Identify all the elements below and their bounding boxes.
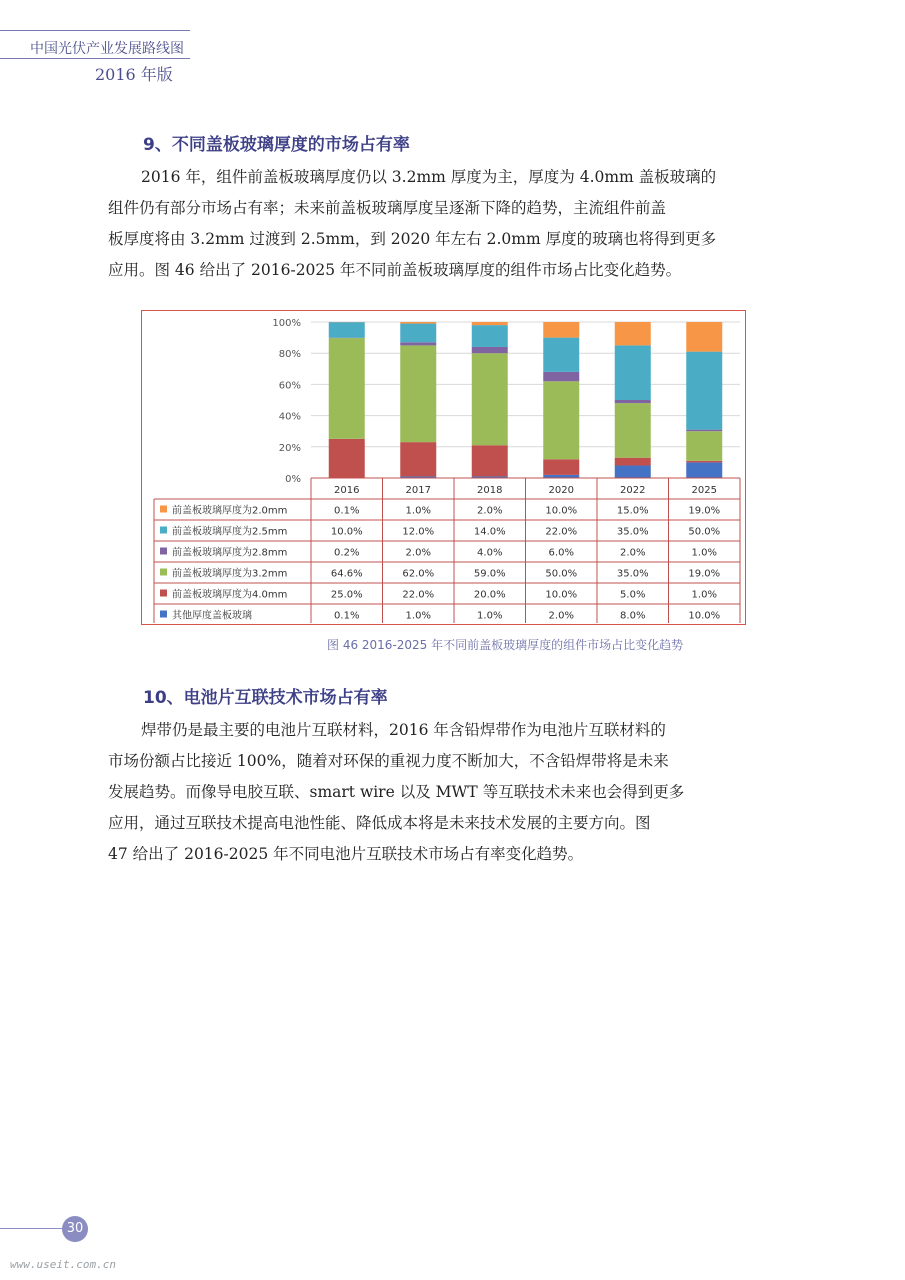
data-value-label: 2.0% <box>620 547 646 559</box>
bar-segment <box>615 345 651 400</box>
bar-segment <box>472 325 508 347</box>
y-tick-label: 100% <box>272 318 301 329</box>
data-value-label: 0.1% <box>334 610 360 622</box>
paragraph-line: 应用。图 46 给出了 2016-2025 年不同前盖板玻璃厚度的组件市场占比变化趋势。 <box>108 261 682 279</box>
paragraph-line: 焊带仍是最主要的电池片互联材料，2016 年含铅焊带作为电池片互联材料的 <box>141 721 666 739</box>
data-value-label: 50.0% <box>545 568 578 580</box>
x-category-label: 2016 <box>334 485 360 496</box>
data-value-label: 0.1% <box>334 505 360 517</box>
watermark: www.useit.com.cn <box>10 1258 116 1271</box>
data-value-label: 64.6% <box>330 568 363 580</box>
bar-segment <box>686 431 722 461</box>
data-value-label: 10.0% <box>330 526 363 538</box>
paragraph-line: 应用，通过互联技术提高电池性能、降低成本将是未来技术发展的主要方向。图 <box>108 814 651 832</box>
data-value-label: 10.0% <box>688 610 721 622</box>
legend-label: 前盖板玻璃厚度为2.0mm <box>172 505 288 517</box>
bar-segment <box>615 458 651 466</box>
legend-swatch <box>160 527 167 534</box>
data-value-label: 19.0% <box>688 505 721 517</box>
section-9-title: 9、不同盖板玻璃厚度的市场占有率 <box>143 135 410 155</box>
page-number: 30 <box>62 1216 88 1242</box>
legend-swatch <box>160 590 167 597</box>
x-category-label: 2020 <box>548 485 574 496</box>
data-value-label: 5.0% <box>620 589 646 601</box>
data-value-label: 19.0% <box>688 568 721 580</box>
x-category-label: 2018 <box>477 485 503 496</box>
data-value-label: 25.0% <box>330 589 363 601</box>
data-value-label: 15.0% <box>616 505 649 517</box>
bar-segment <box>543 381 579 459</box>
bar-segment <box>400 342 436 345</box>
paragraph-line: 发展趋势。而像导电胶互联、smart wire 以及 MWT 等互联技术未来也会得到更多 <box>108 783 685 801</box>
paragraph-line: 47 给出了 2016-2025 年不同电池片互联技术市场占有率变化趋势。 <box>108 845 584 863</box>
data-value-label: 1.0% <box>691 589 717 601</box>
data-value-label: 62.0% <box>402 568 435 580</box>
bar-segment <box>472 445 508 476</box>
bar-segment <box>472 347 508 353</box>
data-value-label: 22.0% <box>545 526 578 538</box>
stacked-bar-chart <box>142 311 744 623</box>
data-value-label: 35.0% <box>616 526 649 538</box>
x-category-label: 2017 <box>405 485 431 496</box>
header-rule-top <box>0 30 190 31</box>
bar-segment <box>615 466 651 478</box>
bar-segment <box>472 322 508 325</box>
bar-segment <box>400 322 436 324</box>
legend-label: 前盖板玻璃厚度为2.8mm <box>172 547 288 559</box>
y-tick-label: 0% <box>285 474 301 485</box>
legend-label: 其他厚度盖板玻璃 <box>172 610 252 622</box>
data-value-label: 12.0% <box>402 526 435 538</box>
data-value-label: 0.2% <box>334 547 360 559</box>
legend-swatch <box>160 548 167 555</box>
bar-segment <box>329 439 365 478</box>
section-10-paragraph <box>108 715 778 870</box>
y-tick-label: 40% <box>278 411 301 423</box>
data-value-label: 1.0% <box>477 610 503 622</box>
figure-caption: 图 46 2016-2025 年不同前盖板玻璃厚度的组件市场占比变化趋势 <box>327 638 684 652</box>
data-value-label: 35.0% <box>616 568 649 580</box>
x-category-label: 2025 <box>691 485 717 496</box>
data-value-label: 1.0% <box>691 547 717 559</box>
legend-swatch <box>160 611 167 618</box>
bar-segment <box>615 403 651 458</box>
page-number-rule <box>0 1228 62 1229</box>
legend-label: 前盖板玻璃厚度为3.2mm <box>172 568 288 580</box>
legend-label: 前盖板玻璃厚度为4.0mm <box>172 589 288 601</box>
bar-segment <box>400 345 436 442</box>
data-value-label: 20.0% <box>473 589 506 601</box>
bar-segment <box>615 322 651 345</box>
paragraph-line: 板厚度将由 3.2mm 过渡到 2.5mm，到 2020 年左右 2.0mm 厚度的玻璃也将得到更多 <box>108 230 717 248</box>
data-value-label: 1.0% <box>405 505 431 517</box>
legend-label: 前盖板玻璃厚度为2.5mm <box>172 526 288 538</box>
data-value-label: 10.0% <box>545 505 578 517</box>
data-value-label: 59.0% <box>473 568 506 580</box>
section-9-paragraph <box>108 162 778 286</box>
bar-segment <box>329 338 365 439</box>
y-tick-label: 20% <box>278 442 301 454</box>
y-tick-label: 60% <box>278 380 301 392</box>
data-value-label: 14.0% <box>473 526 506 538</box>
bar-segment <box>615 400 651 403</box>
legend-swatch <box>160 506 167 513</box>
paragraph-line: 市场份额占比接近 100%，随着对环保的重视力度不断加大，不含铅焊带将是未来 <box>108 752 669 770</box>
bar-segment <box>543 338 579 372</box>
bar-segment <box>472 353 508 445</box>
header-edition-year: 2016 年版 <box>95 65 173 84</box>
chart-figure-46 <box>141 310 746 625</box>
data-value-label: 10.0% <box>545 589 578 601</box>
bar-segment <box>686 461 722 463</box>
paragraph-line: 组件仍有部分市场占有率；未来前盖板玻璃厚度呈逐渐下降的趋势，主流组件前盖 <box>108 199 667 217</box>
data-value-label: 6.0% <box>548 547 574 559</box>
data-value-label: 22.0% <box>402 589 435 601</box>
bar-segment <box>686 430 722 432</box>
header-rule-middle <box>0 58 190 59</box>
bar-segment <box>686 352 722 430</box>
data-value-label: 2.0% <box>548 610 574 622</box>
bar-segment <box>400 324 436 343</box>
y-tick-label: 80% <box>278 349 301 361</box>
bar-segment <box>329 322 365 338</box>
data-value-label: 2.0% <box>405 547 431 559</box>
data-value-label: 1.0% <box>405 610 431 622</box>
bar-segment <box>543 372 579 381</box>
bar-segment <box>543 322 579 338</box>
section-10-title: 10、电池片互联技术市场占有率 <box>143 688 388 708</box>
data-value-label: 8.0% <box>620 610 646 622</box>
bar-segment <box>686 322 722 352</box>
data-value-label: 2.0% <box>477 505 503 517</box>
x-category-label: 2022 <box>620 485 646 496</box>
paragraph-line: 2016 年，组件前盖板玻璃厚度仍以 3.2mm 厚度为主，厚度为 4.0mm 盖板玻璃的 <box>141 168 717 186</box>
bar-segment <box>686 462 722 478</box>
data-value-label: 50.0% <box>688 526 721 538</box>
header-title: 中国光伏产业发展路线图 <box>30 41 184 57</box>
bar-segment <box>543 459 579 475</box>
legend-swatch <box>160 569 167 576</box>
bar-segment <box>400 442 436 476</box>
data-value-label: 4.0% <box>477 547 503 559</box>
